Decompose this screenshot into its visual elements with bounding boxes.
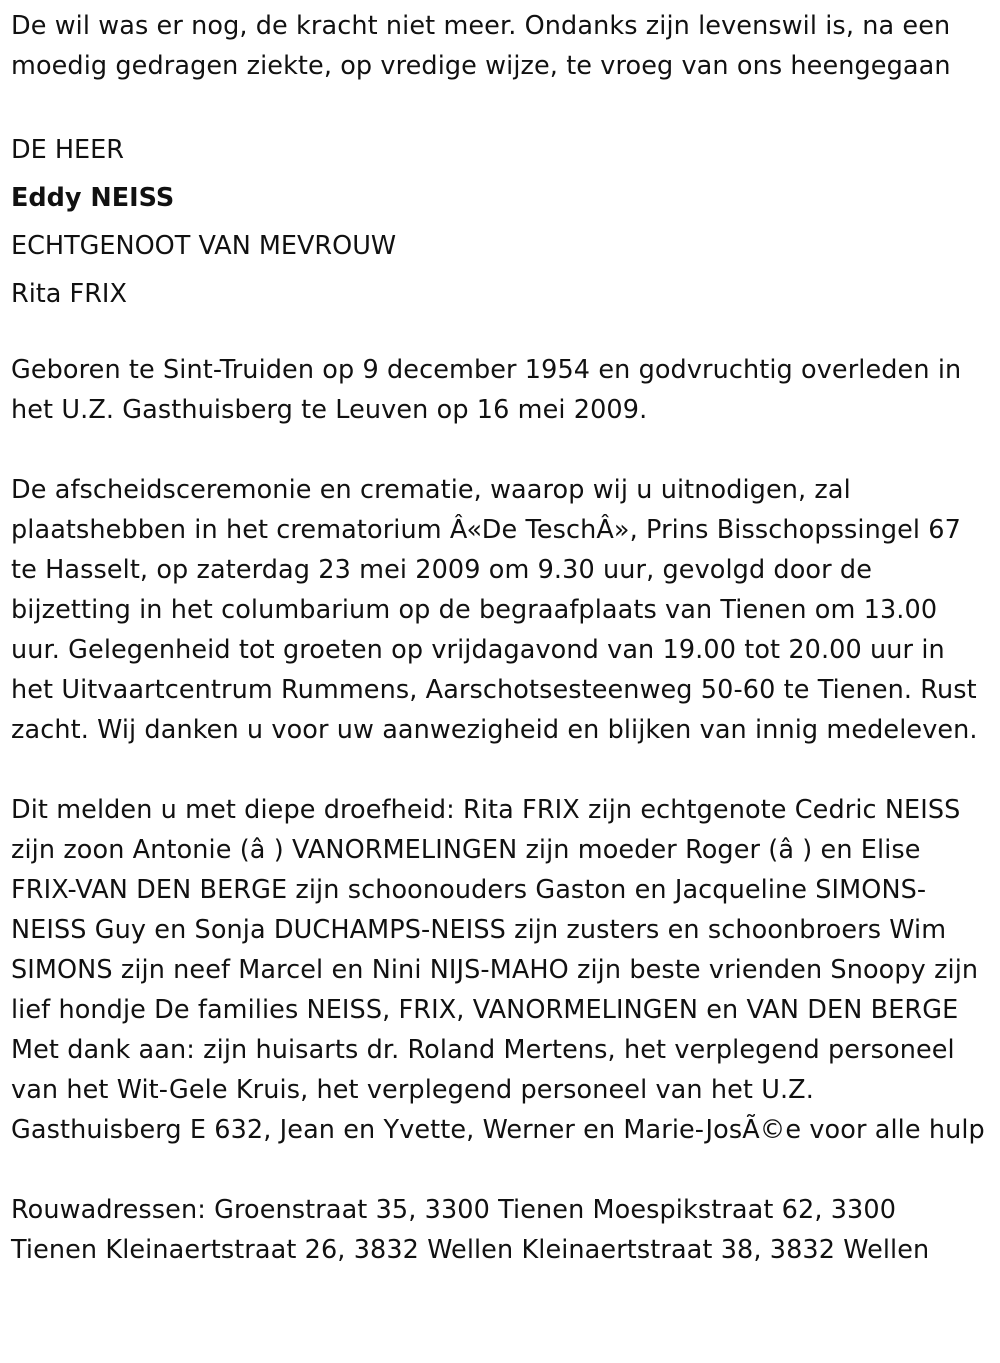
spacer [11, 750, 990, 790]
deceased-name: Eddy NEISS [11, 183, 175, 213]
addresses-text: Rouwadressen: Groenstraat 35, 3300 Tienen Moespikstraat 62, 3300 Tienen Kleinaertstraat 26, 3832 Wellen Kleinaertstraat 38, 3832 Wellen [11, 1195, 930, 1265]
spacer [11, 1150, 990, 1190]
spouse-name: Rita FRIX [11, 279, 127, 309]
birth-death-text: Geboren te Sint-Truiden op 9 december 1954 en godvruchtig overleden in het U.Z. Gasthuisberg te Leuven op 16 mei 2009. [11, 355, 962, 425]
ceremony-text: De afscheidsceremonie en crematie, waarop wij u uitnodigen, zal plaatshebben in het crematorium Â«De TeschÂ», Prins Bisschopssingel 67 te Hasselt, op zaterdag 23 mei 2009 om 9.30 uur, gevolgd door de bijzetting in het columbarium op de begraafplaats van Tienen om 13.00 uur. Gelegenheid tot groeten op vrijdagavond van 19.00 tot 20.00 uur in het Uitvaartcentrum Rummens, Aarschotsesteenweg 50-60 te Tienen. Rust zacht. Wij danken u voor uw aanwezigheid en blijken van innig medeleven. [11, 475, 978, 745]
spacer [11, 430, 990, 470]
title-prefix: DE HEER [11, 135, 124, 165]
family-text: Dit melden u met diepe droefheid: Rita FRIX zijn echtgenote Cedric NEISS zijn zoon Antonie (â ) VANORMELINGEN zijn moeder Roger (â ) en Elise FRIX-VAN DEN BERGE zijn schoonouders Gaston en Jacqueline SIMONS-NEISS Guy en Sonja DUCHAMPS-NEISS zijn zusters en schoonbroers Wim SIMONS zijn neef Marcel en Nini NIJS-MAHO zijn beste vrienden Snoopy zijn lief hondje De families NEISS, FRIX, VANORMELINGEN en VAN DEN BERGE Met dank aan: zijn huisarts dr. Roland Mertens, het verplegend personeel van het Wit-Gele Kruis, het verplegend personeel van het U.Z. Gasthuisberg E 632, Jean en Yvette, Werner en Marie-JosÃ©e voor alle hulp [11, 795, 985, 1145]
spacer [11, 318, 990, 350]
intro-text: De wil was er nog, de kracht niet meer. Ondanks zijn levenswil is, na een moedig gedragen ziekte, op vredige wijze, te vroeg van ons heengegaan [11, 11, 951, 81]
spacer [11, 86, 990, 126]
spouse-prefix: ECHTGENOOT VAN MEVROUW [11, 231, 397, 261]
